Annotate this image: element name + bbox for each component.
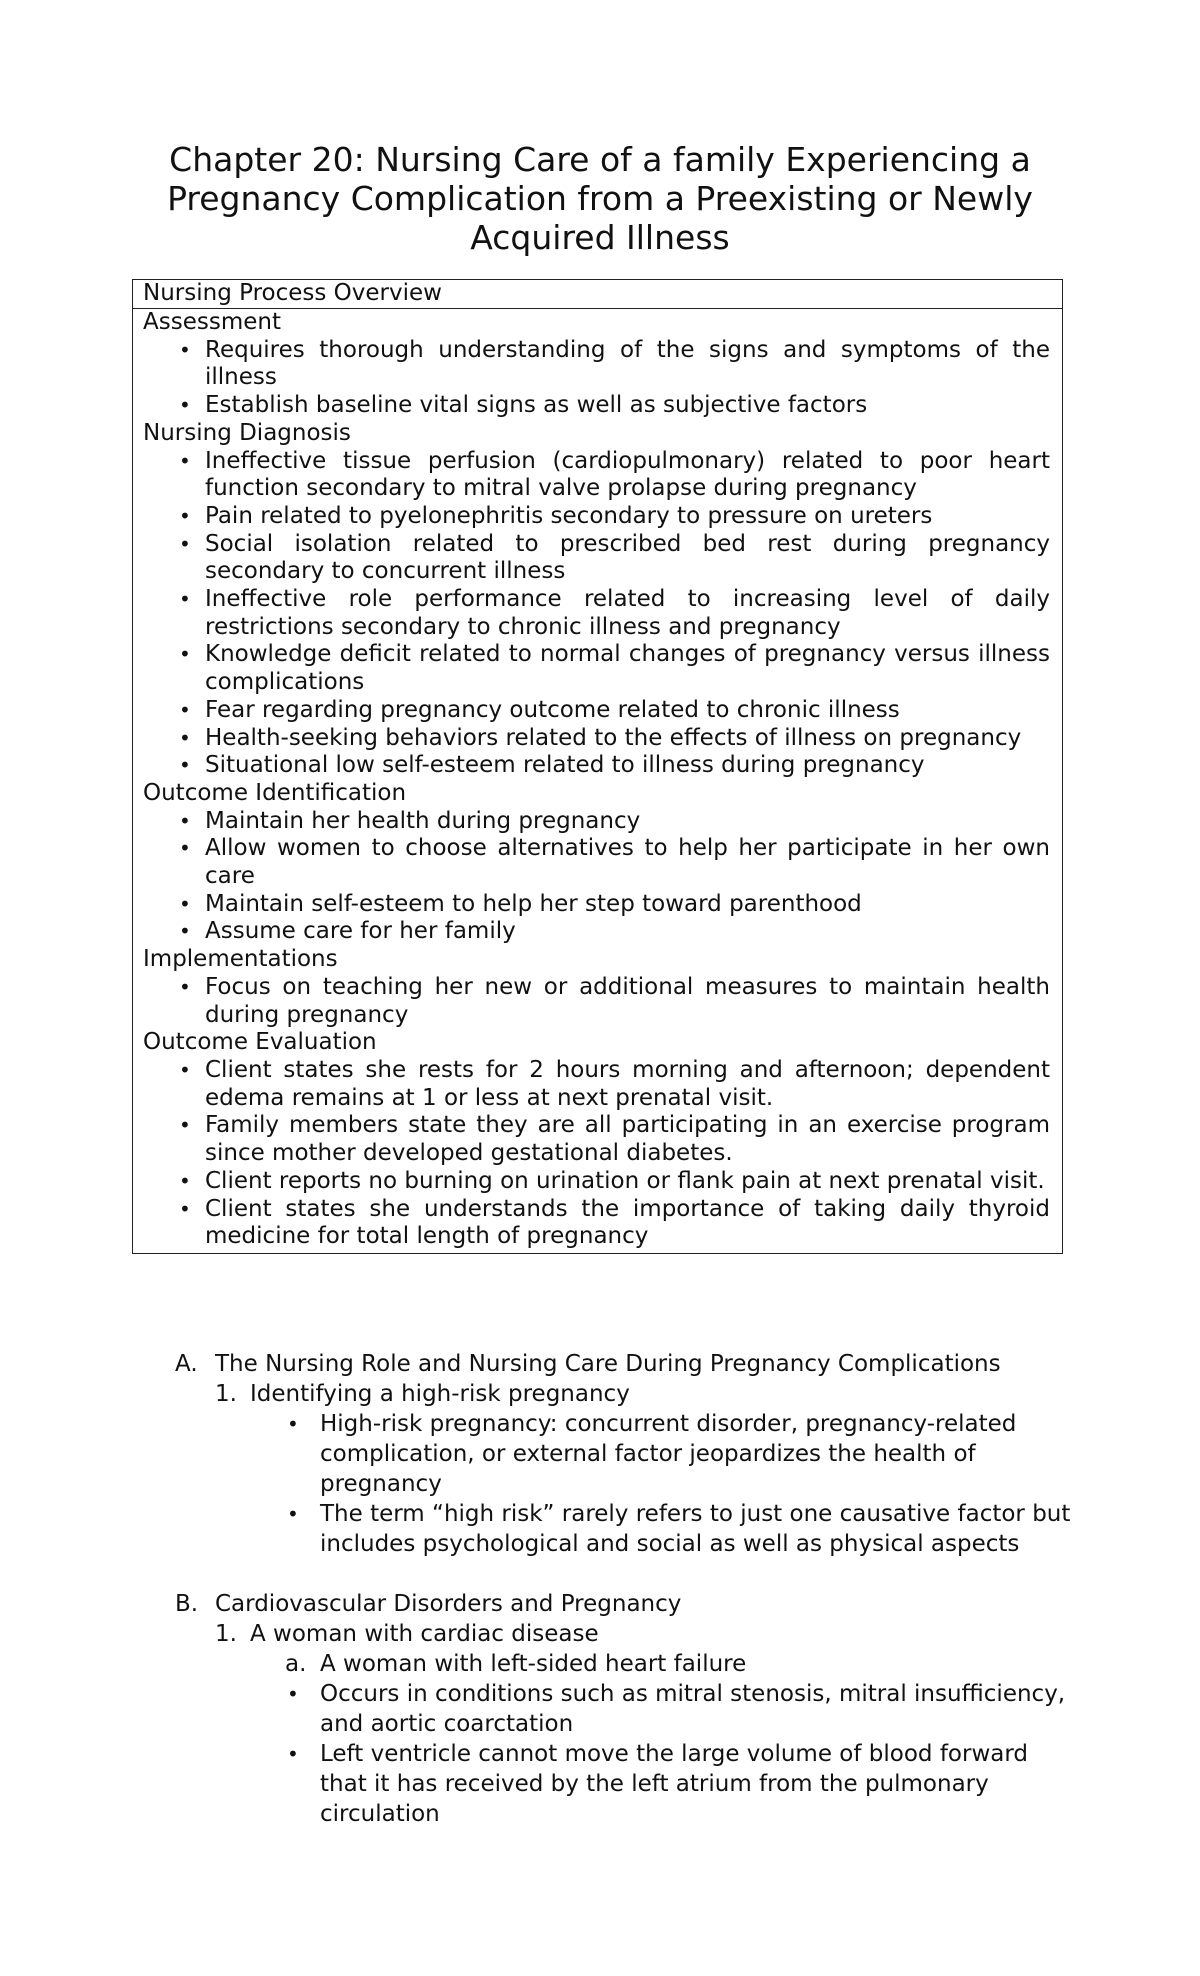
list-item: • High-risk pregnancy: concurrent disorder, pregnancy-related complication, or external factor jeopardizes the health of pregnancy [287,1411,1017,1497]
bullet-icon: • [179,753,191,778]
bullet-icon: • [179,891,191,916]
section-title-outcome-evaluation: Outcome Evaluation [143,1029,377,1056]
outline-subheading: Identifying a high-risk pregnancy [250,1381,630,1407]
bullet-icon: • [179,337,191,362]
outline-marker: B. [175,1591,199,1617]
list-item: • The term “high risk” rarely refers to just one causative factor but includes psychological and social as well as physical aspects [287,1501,1071,1557]
bullet-icon: • [179,1057,191,1082]
list-item: • Knowledge deficit related to normal changes of pregnancy versus illness complications [179,641,1050,696]
list-item: • Pain related to pyelonephritis secondary to pressure on ureters [179,502,933,529]
bullet-icon: • [179,393,191,418]
outline-heading: The Nursing Role and Nursing Care During Pregnancy Complications [215,1351,1001,1377]
bullet-icon: • [179,503,191,528]
outcome-evaluation-list [143,1057,1050,1251]
list-item: • Social isolation related to prescribed bed rest during pregnancy secondary to concurrent illness [179,530,1050,585]
section-title-implementations: Implementations [143,946,338,973]
list-item: • Focus on teaching her new or additional measures to maintain health during pregnancy [179,973,1050,1028]
section-title-assessment: Assessment [143,309,281,335]
list-item: • Occurs in conditions such as mitral stenosis, mitral insufficiency, and aortic coarctation [287,1681,1066,1737]
bullet-icon: • [179,531,191,556]
list-item: • Family members state they are all participating in an exercise program since mother developed gestational diabetes. [179,1112,1050,1167]
list-item: • Assume care for her family [179,918,516,945]
outline-subsection-b1 [175,1619,1075,1649]
list-item: • Maintain her health during pregnancy [179,807,641,834]
list-item: • Requires thorough understanding of the signs and symptoms of the illness [179,336,1050,391]
implementations-list [143,974,1050,1029]
outline-section-b [175,1589,1075,1619]
outline-marker: a. [285,1651,307,1677]
outline-subsection-a1 [175,1379,1075,1409]
bullet-icon: • [179,448,191,473]
bullet-icon: • [179,836,191,861]
nursing-diagnosis-list [143,448,1050,780]
chapter-outline [175,1349,1075,1829]
list-item: • Client states she understands the importance of taking daily thyroid medicine for total length of pregnancy [179,1195,1050,1250]
bullet-icon: • [179,1196,191,1221]
bullet-icon: • [179,919,191,944]
assessment-list [143,337,1050,420]
page-title: Chapter 20: Nursing Care of a family Experiencing a Pregnancy Complication from a Preexisting or Newly Acquired Illness [167,140,1033,257]
list-item: • Establish baseline vital signs as well as subjective factors [179,392,868,419]
outline-marker: A. [175,1351,198,1377]
list-item: • Health-seeking behaviors related to the effects of illness on pregnancy [179,724,1022,751]
list-item: • Situational low self-esteem related to illness during pregnancy [179,752,925,779]
list-item: • Allow women to choose alternatives to help her participate in her own care [179,835,1050,890]
bullet-icon: • [179,725,191,750]
bullet-icon: • [179,697,191,722]
bullet-icon: • [179,1168,191,1193]
bullet-icon: • [179,808,191,833]
bullet-icon: • [179,587,191,612]
list-item: • Fear regarding pregnancy outcome related to chronic illness [179,696,900,723]
list-item: • Client reports no burning on urination or flank pain at next prenatal visit. [179,1167,1045,1194]
bullet-icon: • [287,1412,299,1436]
outcome-identification-list [143,808,1050,947]
list-item: • Ineffective role performance related to increasing level of daily restrictions secondary to chronic illness and pregnancy [179,586,1050,640]
list-item: • Maintain self-esteem to help her step toward parenthood [179,890,862,917]
list-item: • Ineffective tissue perfusion (cardiopulmonary) related to poor heart function secondary to mitral valve prolapse during pregnancy [179,447,1050,502]
nursing-process-table [132,279,1063,1254]
bullet-icon: • [287,1502,299,1526]
list-item: • Client states she rests for 2 hours morning and afternoon; dependent edema remains at 1 or less at next prenatal visit. [179,1056,1050,1111]
table-header: Nursing Process Overview [133,280,1062,309]
section-title-nursing-diagnosis: Nursing Diagnosis [143,419,351,446]
table-body [133,309,1062,1253]
outline-section-a [175,1349,1075,1379]
outline-subsection-b1a [175,1649,1075,1679]
list-item: • Left ventricle cannot move the large volume of blood forward that it has received by the left atrium from the pulmonary circulation [287,1741,1029,1827]
bullet-icon: • [179,974,191,999]
bullet-icon: • [287,1682,299,1706]
outline-heading: Cardiovascular Disorders and Pregnancy [215,1591,682,1617]
outline-marker: 1. [215,1621,237,1647]
section-title-outcome-identification: Outcome Identification [143,779,407,806]
bullet-icon: • [179,642,191,667]
outline-subheading: A woman with cardiac disease [250,1621,599,1647]
outline-marker: 1. [215,1381,237,1407]
outline-subheading: A woman with left-sided heart failure [320,1651,747,1677]
bullet-icon: • [287,1742,299,1766]
bullet-icon: • [179,1113,191,1138]
